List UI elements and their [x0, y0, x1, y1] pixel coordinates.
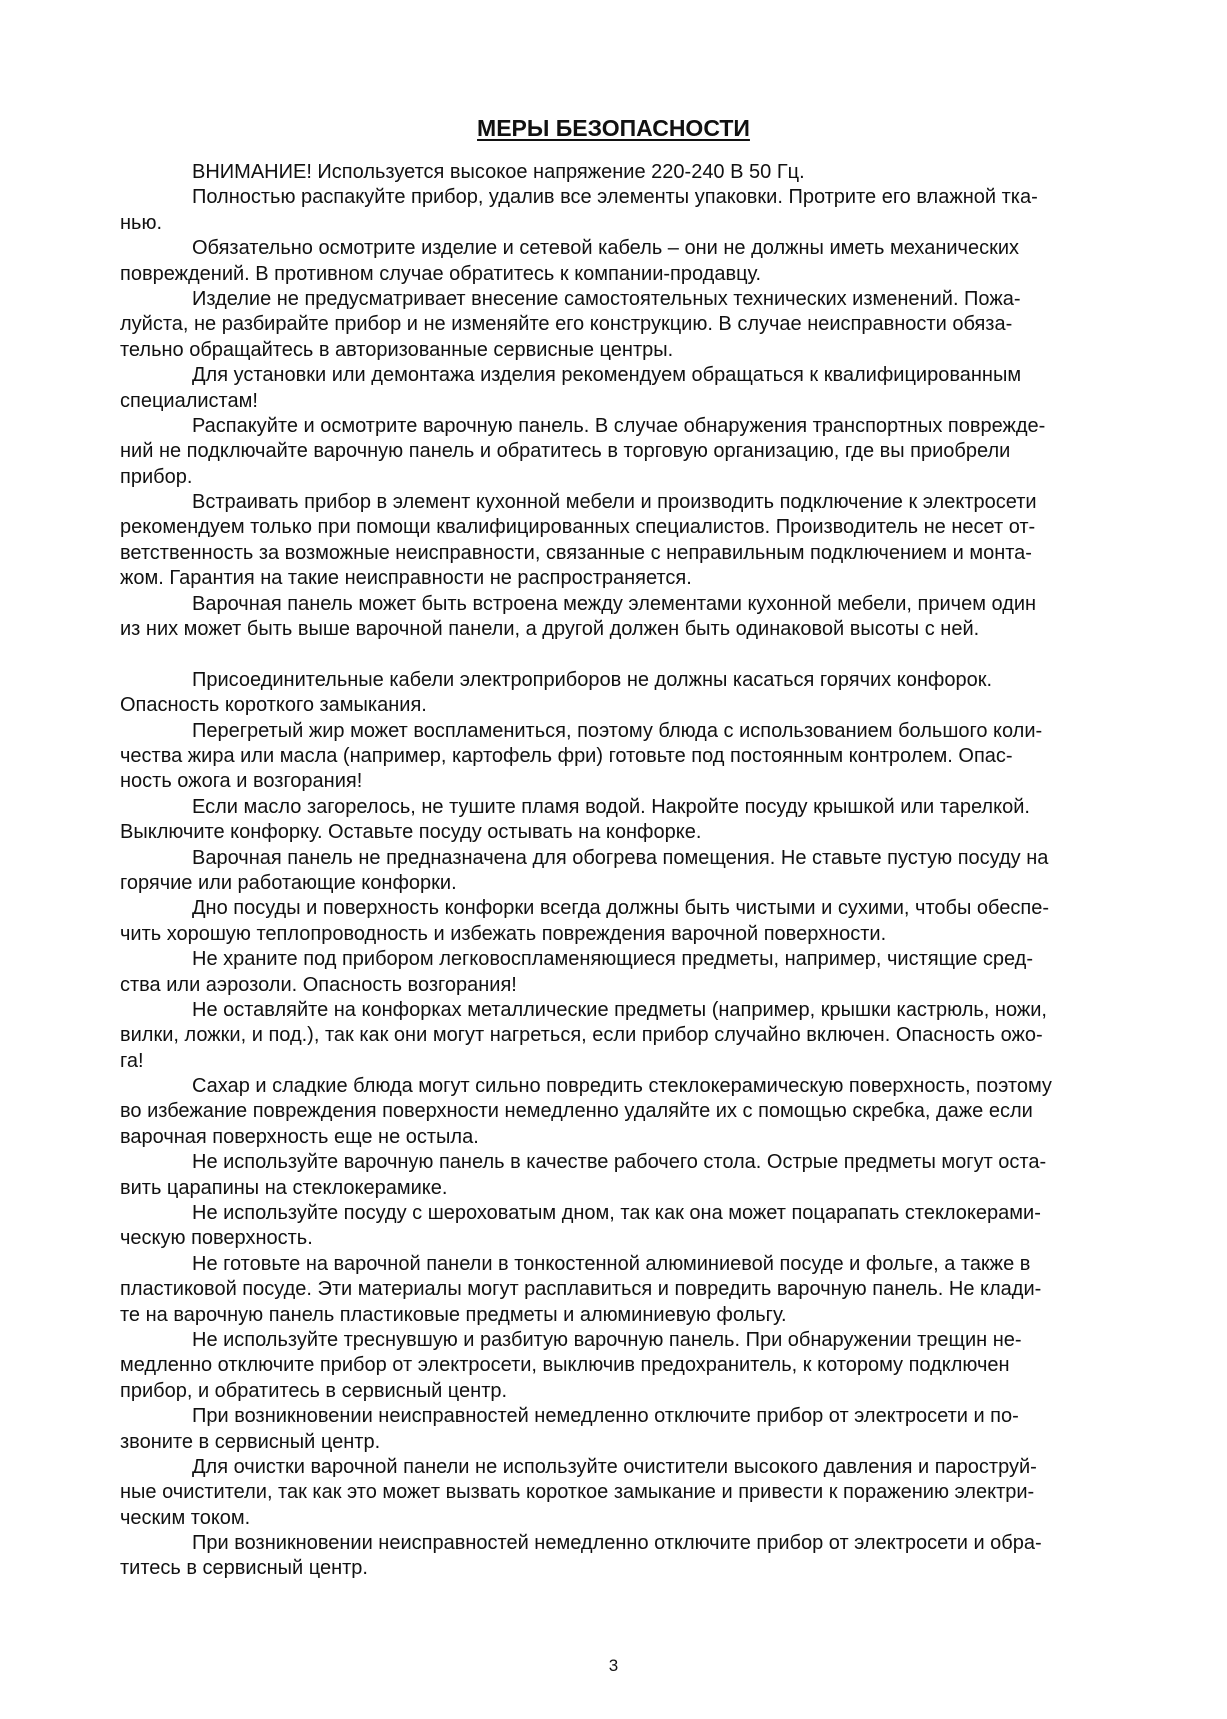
- paragraph-line: Обязательно осмотрите изделие и сетевой кабель – они не должны иметь механических: [192, 237, 1020, 260]
- paragraph-line: чить хорошую теплопроводность и избежать повреждения варочной поверхности.: [120, 922, 887, 945]
- paragraph-line: Перегретый жир может воспламениться, поэтому блюда с использованием большого коли-: [192, 719, 1043, 742]
- paragraph: [120, 947, 1150, 998]
- paragraph-line: Распакуйте и осмотрите варочную панель. В случае обнаружения транспортных поврежде-: [192, 414, 1046, 437]
- paragraph: [120, 287, 1150, 363]
- paragraph: [120, 846, 1150, 897]
- paragraph: [120, 1252, 1150, 1328]
- paragraph-line: рекомендуем только при помощи квалифицированных специалистов. Производитель не несет от-: [120, 516, 1036, 539]
- paragraph-line: Не используйте посуду с шероховатым дном, так как она может поцарапать стеклокерами-: [192, 1202, 1041, 1225]
- paragraph: [120, 1150, 1150, 1201]
- paragraph: [120, 896, 1150, 947]
- paragraph-line: луйста, не разбирайте прибор и не изменяйте его конструкцию. В случае неисправности обяза-: [120, 313, 1013, 336]
- paragraph-line: Встраивать прибор в элемент кухонной мебели и производить подключение к электросети: [192, 491, 1037, 514]
- paragraph: [120, 414, 1150, 490]
- paragraph: [120, 1455, 1150, 1531]
- paragraph-line: га!: [120, 1049, 144, 1072]
- paragraph-line: прибор.: [120, 465, 193, 488]
- paragraph-line: ные очистители, так как это может вызвать короткое замыкание и привести к поражению электри-: [120, 1481, 1035, 1504]
- paragraph-line: ВНИМАНИЕ! Используется высокое напряжение 220-240 В 50 Гц.: [192, 161, 805, 183]
- paragraph-line: ветственность за возможные неисправности, связанные с неправильным подключением и монта-: [120, 541, 1032, 564]
- paragraph-line: Не используйте варочную панель в качестве рабочего стола. Острые предметы могут оста-: [192, 1151, 1047, 1174]
- paragraph-line: Присоединительные кабели электроприборов не должны касаться горячих конфорок.: [192, 668, 993, 691]
- paragraph-line: При возникновении неисправностей немедленно отключите прибор от электросети и обра-: [192, 1532, 1042, 1555]
- paragraph-line: нью.: [120, 211, 163, 234]
- paragraph: [120, 795, 1150, 846]
- paragraph-spacer: [120, 642, 1150, 667]
- paragraph-line: Не готовьте на варочной панели в тонкостенной алюминиевой посуде и фольге, а также в: [192, 1252, 1031, 1275]
- page-title: МЕРЫ БЕЗОПАСНОСТИ: [477, 115, 750, 141]
- paragraph-line: Не храните под прибором легковоспламеняющиеся предметы, например, чистящие сред-: [192, 948, 1034, 971]
- paragraph-line: Для очистки варочной панели не используйте очистители высокого давления и пароструй-: [192, 1455, 1037, 1478]
- paragraph-line: ность ожога и возгорания!: [120, 770, 363, 793]
- paragraph-line: Не используйте треснувшую и разбитую варочную панель. При обнаружении трещин не-: [192, 1328, 1022, 1351]
- paragraph-line: Если масло загорелось, не тушите пламя водой. Накройте посуду крышкой или тарелкой.: [192, 795, 1030, 818]
- paragraph-line: варочная поверхность еще не остыла.: [120, 1125, 479, 1148]
- paragraph-line: во избежание повреждения поверхности немедленно удаляйте их с помощью скребка, даже если: [120, 1100, 1033, 1123]
- paragraph: [120, 1404, 1150, 1455]
- paragraph-line: Опасность короткого замыкания.: [120, 694, 427, 717]
- paragraph-line: ческую поверхность.: [120, 1227, 313, 1250]
- paragraph: [120, 160, 1150, 185]
- paragraph: [120, 490, 1150, 592]
- paragraph-line: звоните в сервисный центр.: [120, 1430, 381, 1453]
- paragraph: [120, 719, 1150, 795]
- paragraph-line: специалистам!: [120, 389, 258, 412]
- paragraph-line: Для установки или демонтажа изделия рекомендуем обращаться к квалифицированным: [192, 364, 1022, 387]
- paragraph: [120, 1201, 1150, 1252]
- paragraph-line: пластиковой посуде. Эти материалы могут расплавиться и повредить варочную панель. Не клади-: [120, 1278, 1042, 1301]
- paragraph: [120, 1531, 1150, 1582]
- paragraph-line: прибор, и обратитесь в сервисный центр.: [120, 1379, 508, 1402]
- page-number: 3: [608, 1656, 619, 1675]
- paragraph-line: Полностью распакуйте прибор, удалив все элементы упаковки. Протрите его влажной тка-: [192, 186, 1038, 209]
- paragraph-line: титесь в сервисный центр.: [120, 1557, 368, 1580]
- paragraph-line: те на варочную панель пластиковые предметы и алюминиевую фольгу.: [120, 1303, 787, 1326]
- paragraph-line: повреждений. В противном случае обратитесь к компании-продавцу.: [120, 262, 762, 285]
- paragraph-line: ний не подключайте варочную панель и обратитесь в торговую организацию, где вы приобрели: [120, 440, 1011, 463]
- paragraph-line: чества жира или масла (например, картофель фри) готовьте под постоянным контролем. Опас-: [120, 744, 1013, 767]
- paragraph-line: жом. Гарантия на такие неисправности не распространяется.: [120, 567, 692, 590]
- paragraph-line: Варочная панель не предназначена для обогрева помещения. Не ставьте пустую посуду на: [192, 846, 1049, 869]
- paragraph: [120, 592, 1150, 643]
- paragraph: [120, 1074, 1150, 1150]
- paragraph: [120, 185, 1150, 236]
- paragraph: [120, 1328, 1150, 1404]
- paragraph-line: Выключите конфорку. Оставьте посуду остывать на конфорке.: [120, 821, 702, 844]
- paragraph-line: При возникновении неисправностей немедленно отключите прибор от электросети и по-: [192, 1405, 1019, 1428]
- paragraph-line: Не оставляйте на конфорках металлические предметы (например, крышки кастрюль, ножи,: [192, 998, 1047, 1021]
- paragraph-line: медленно отключите прибор от электросети, выключив предохранитель, к которому подключен: [120, 1354, 1010, 1377]
- paragraph-line: тельно обращайтесь в авторизованные сервисные центры.: [120, 338, 674, 361]
- paragraph: [120, 363, 1150, 414]
- paragraph-line: горячие или работающие конфорки.: [120, 871, 457, 894]
- paragraph-line: из них может быть выше варочной панели, а другой должен быть одинаковой высоты с ней.: [120, 618, 980, 641]
- paragraph-line: вилки, ложки, и под.), так как они могут нагреться, если прибор случайно включен. Опасность ожо-: [120, 1024, 1043, 1047]
- paragraph: [120, 236, 1150, 287]
- paragraph-line: Варочная панель может быть встроена между элементами кухонной мебели, причем один: [192, 592, 1037, 615]
- paragraph-line: Дно посуды и поверхность конфорки всегда должны быть чистыми и сухими, чтобы обеспе-: [192, 897, 1050, 920]
- paragraph-line: ства или аэрозоли. Опасность возгорания!: [120, 973, 517, 996]
- paragraph-line: Сахар и сладкие блюда могут сильно повредить стеклокерамическую поверхность, поэтому: [192, 1075, 1052, 1098]
- paragraph-line: вить царапины на стеклокерамике.: [120, 1176, 448, 1199]
- paragraph: [120, 668, 1150, 719]
- safety-text-body: [120, 160, 1150, 1582]
- paragraph: [120, 998, 1150, 1074]
- paragraph-line: ческим током.: [120, 1506, 251, 1529]
- paragraph-line: Изделие не предусматривает внесение самостоятельных технических изменений. Пожа-: [192, 287, 1021, 310]
